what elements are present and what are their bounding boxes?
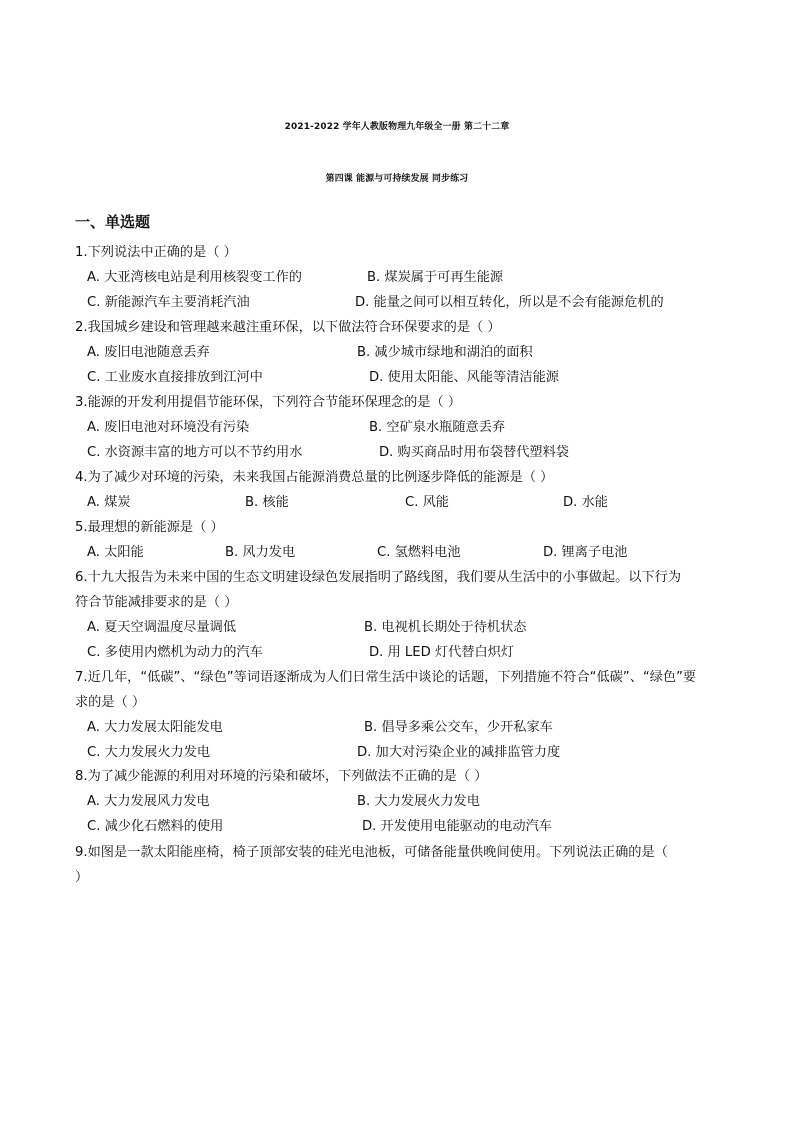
question-stem: 8.为了减少能源的利用对环境的污染和破坏，下列做法不正确的是（ ） <box>75 769 488 784</box>
option-a: A. 大亚湾核电站是利用核裂变工作的 <box>87 270 302 285</box>
option-a: A. 大力发展风力发电 <box>87 794 210 809</box>
option-d: D. 能量之间可以相互转化，所以是不会有能源危机的 <box>355 295 664 310</box>
question-stem: 2.我国城乡建设和管理越来越注重环保，以下做法符合环保要求的是（ ） <box>75 320 501 335</box>
option-d: D. 用 LED 灯代替白炽灯 <box>369 645 515 660</box>
option-b: B. 核能 <box>245 495 289 510</box>
option-a: A. 废旧电池随意丢弃 <box>87 345 210 360</box>
option-a: A. 太阳能 <box>87 545 144 560</box>
option-a: A. 废旧电池对环境没有污染 <box>87 420 250 435</box>
section-heading: 一、单选题 <box>75 213 151 231</box>
option-b: B. 空矿泉水瓶随意丢弃 <box>369 420 506 435</box>
option-d: D. 锂离子电池 <box>543 545 628 560</box>
option-d: D. 加大对污染企业的减排监管力度 <box>357 745 561 760</box>
option-c: C. 新能源汽车主要消耗汽油 <box>87 295 250 310</box>
option-c: C. 减少化石燃料的使用 <box>87 819 224 834</box>
option-c: C. 大力发展火力发电 <box>87 745 211 760</box>
question-stem: 7.近几年，“低碳”、“绿色”等词语逐渐成为人们日常生活中谈论的话题，下列措施不符合“低碳”、“绿色”要 <box>75 670 697 685</box>
question-stem: 1.下列说法中正确的是（ ） <box>75 245 237 260</box>
option-b: B. 电视机长期处于待机状态 <box>364 620 527 635</box>
question-stem-continued: ） <box>75 870 89 885</box>
option-d: D. 开发使用电能驱动的电动汽车 <box>362 819 552 834</box>
option-b: B. 煤炭属于可再生能源 <box>367 270 504 285</box>
option-c: C. 多使用内燃机为动力的汽车 <box>87 645 263 660</box>
option-a: A. 夏天空调温度尽量调低 <box>87 620 237 635</box>
question-stem: 4.为了减少对环境的污染，未来我国占能源消费总量的比例逐步降低的能源是（ ） <box>75 470 554 485</box>
option-c: C. 水资源丰富的地方可以不节约用水 <box>87 445 303 460</box>
option-d: D. 水能 <box>563 495 608 510</box>
option-b: B. 风力发电 <box>225 545 296 560</box>
option-a: A. 煤炭 <box>87 495 131 510</box>
document-subtitle: 第四课 能源与可持续发展 同步练习 <box>325 174 469 184</box>
question-stem: 5.最理想的新能源是（ ） <box>75 520 224 535</box>
option-d: D. 使用太阳能、风能等清洁能源 <box>369 370 559 385</box>
document-title: 2021-2022 学年人教版物理九年级全一册 第二十二章 <box>284 122 510 132</box>
option-b: B. 倡导多乘公交车，少开私家车 <box>364 720 553 735</box>
option-d: D. 购买商品时用布袋替代塑料袋 <box>379 445 569 460</box>
question-stem: 6.十九大报告为未来中国的生态文明建设绿色发展指明了路线图，我们要从生活中的小事做起。以下行为 <box>75 570 682 585</box>
option-b: B. 大力发展火力发电 <box>357 794 480 809</box>
option-b: B. 减少城市绿地和湖泊的面积 <box>357 345 533 360</box>
question-stem: 9.如图是一款太阳能座椅，椅子顶部安装的硅光电池板，可储备能量供晚间使用。下列说法正确的是（ <box>75 845 668 860</box>
option-c: C. 工业废水直接排放到江河中 <box>87 370 263 385</box>
option-c: C. 氢燃料电池 <box>377 545 461 560</box>
question-stem-continued: 符合节能减排要求的是（ ） <box>75 595 238 610</box>
option-a: A. 大力发展太阳能发电 <box>87 720 223 735</box>
option-c: C. 风能 <box>405 495 449 510</box>
question-stem: 3.能源的开发利用提倡节能环保，下列符合节能环保理念的是（ ） <box>75 395 462 410</box>
question-stem-continued: 求的是（ ） <box>75 695 146 710</box>
